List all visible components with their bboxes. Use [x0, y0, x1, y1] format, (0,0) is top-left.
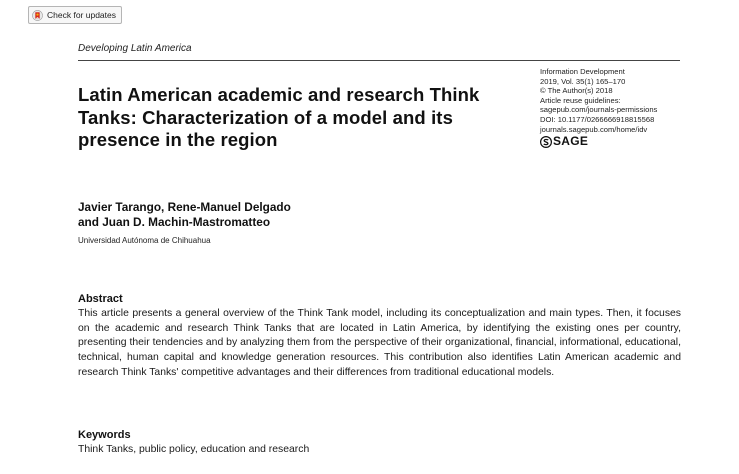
- check-for-updates-label: Check for updates: [47, 10, 116, 20]
- sage-logo: [540, 135, 690, 148]
- sage-logo-text: SAGE: [553, 134, 589, 149]
- abstract-heading: Abstract: [78, 293, 123, 305]
- authors: [78, 200, 478, 230]
- journal-volume: 2019, Vol. 35(1) 165–170: [540, 76, 626, 86]
- journal-copyright: © The Author(s) 2018: [540, 86, 613, 96]
- header-rule: [78, 60, 680, 61]
- abstract-text: This article presents a general overview of the Think Tank model, including its conceptualization and main types. Then, it focuses on the academic and research Think Tanks that are located in Latin America, by identifying the existing ones per country, presenting their tendencies and by analyzing them from the perspective of their organizational, financial, informational, educational, technical, human capital and knowledge generation resources. This contribution also identifies Latin American academic and research Think Tanks' competitive advantages and their differences from traditional educational models.: [78, 308, 681, 378]
- keywords-heading: Keywords: [78, 429, 131, 441]
- keywords-text: Think Tanks, public policy, education and research: [78, 444, 310, 455]
- journal-info: [540, 67, 690, 148]
- journal-reuse: Article reuse guidelines:: [540, 95, 621, 105]
- authors-line-1: Javier Tarango, Rene-Manuel Delgado: [78, 200, 291, 214]
- journal-doi[interactable]: DOI: 10.1177/0266666918815568: [540, 114, 655, 124]
- section-label: Developing Latin America: [78, 43, 192, 54]
- article-title: Latin American academic and research Think Tanks: Characterization of a model and its presence in the region: [78, 84, 480, 150]
- check-updates-badge-icon: [32, 10, 43, 21]
- sage-logo-icon: [540, 136, 552, 148]
- journal-homepage-link[interactable]: journals.sagepub.com/home/idv: [540, 124, 648, 134]
- journal-name: Information Development: [540, 67, 625, 76]
- affiliation: Universidad Autónoma de Chihuahua: [78, 236, 211, 245]
- journal-permissions-link[interactable]: sagepub.com/journals-permissions: [540, 105, 658, 115]
- authors-line-2: and Juan D. Machin-Mastromatteo: [78, 215, 271, 229]
- check-for-updates-button[interactable]: [28, 6, 122, 24]
